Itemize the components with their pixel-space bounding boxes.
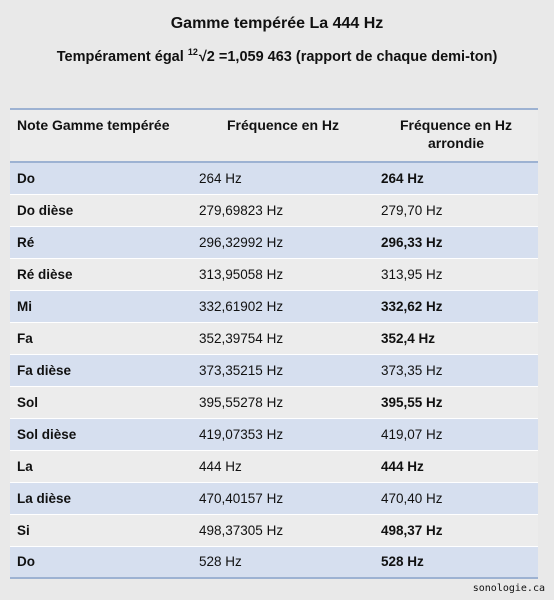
frequency-cell: 395,55278 Hz: [192, 386, 374, 418]
rounded-frequency-cell: 498,37 Hz: [374, 514, 538, 546]
note-cell: Fa dièse: [10, 354, 192, 386]
rounded-frequency-cell: 352,4 Hz: [374, 322, 538, 354]
watermark: sonologie.ca: [472, 583, 545, 594]
rounded-frequency-cell: 279,70 Hz: [374, 194, 538, 226]
subtitle-prefix: Tempérament égal: [56, 49, 188, 65]
table-row: [10, 162, 538, 194]
frequency-cell: 528 Hz: [192, 546, 374, 578]
rounded-frequency-cell: 313,95 Hz: [374, 258, 538, 290]
note-cell: La: [10, 450, 192, 482]
table-row: [10, 482, 538, 514]
note-cell: Do: [10, 162, 192, 194]
header-note: Note Gamme tempérée: [10, 109, 192, 162]
frequency-cell: 332,61902 Hz: [192, 290, 374, 322]
rounded-frequency-cell: 296,33 Hz: [374, 226, 538, 258]
table-row: [10, 514, 538, 546]
rounded-frequency-cell: 444 Hz: [374, 450, 538, 482]
frequency-cell: 296,32992 Hz: [192, 226, 374, 258]
rounded-frequency-cell: 395,55 Hz: [374, 386, 538, 418]
table-row: [10, 194, 538, 226]
rounded-frequency-cell: 264 Hz: [374, 162, 538, 194]
rounded-frequency-cell: 373,35 Hz: [374, 354, 538, 386]
frequency-cell: 470,40157 Hz: [192, 482, 374, 514]
frequency-cell: 313,95058 Hz: [192, 258, 374, 290]
frequency-cell: 352,39754 Hz: [192, 322, 374, 354]
note-cell: La dièse: [10, 482, 192, 514]
frequency-cell: 279,69823 Hz: [192, 194, 374, 226]
rounded-frequency-cell: 528 Hz: [374, 546, 538, 578]
note-cell: Do dièse: [10, 194, 192, 226]
frequency-cell: 373,35215 Hz: [192, 354, 374, 386]
table-row: [10, 546, 538, 578]
header-rounded-frequency: Fréquence en Hz arrondie: [374, 109, 538, 162]
header-frequency: Fréquence en Hz: [192, 109, 374, 162]
frequency-cell: 264 Hz: [192, 162, 374, 194]
table-row: [10, 450, 538, 482]
table-row: [10, 386, 538, 418]
table-header-row: [10, 109, 538, 162]
rounded-frequency-cell: 332,62 Hz: [374, 290, 538, 322]
note-cell: Ré: [10, 226, 192, 258]
table-row: [10, 322, 538, 354]
note-cell: Do: [10, 546, 192, 578]
note-cell: Mi: [10, 290, 192, 322]
note-cell: Sol dièse: [10, 418, 192, 450]
frequency-cell: 444 Hz: [192, 450, 374, 482]
root-index: 12: [187, 47, 198, 57]
page-subtitle: [0, 47, 554, 65]
table-row: [10, 418, 538, 450]
table-row: [10, 226, 538, 258]
note-cell: Sol: [10, 386, 192, 418]
rounded-frequency-cell: 470,40 Hz: [374, 482, 538, 514]
note-cell: Ré dièse: [10, 258, 192, 290]
rounded-frequency-cell: 419,07 Hz: [374, 418, 538, 450]
table-row: [10, 290, 538, 322]
table-row: [10, 258, 538, 290]
table-row: [10, 354, 538, 386]
note-cell: Si: [10, 514, 192, 546]
frequency-table: [10, 108, 538, 579]
subtitle-formula: √2 =1,059 463 (rapport de chaque demi-ton): [198, 49, 498, 65]
frequency-cell: 419,07353 Hz: [192, 418, 374, 450]
page-title: Gamme tempérée La 444 Hz: [170, 15, 384, 32]
table-body: [10, 162, 538, 578]
frequency-cell: 498,37305 Hz: [192, 514, 374, 546]
note-cell: Fa: [10, 322, 192, 354]
